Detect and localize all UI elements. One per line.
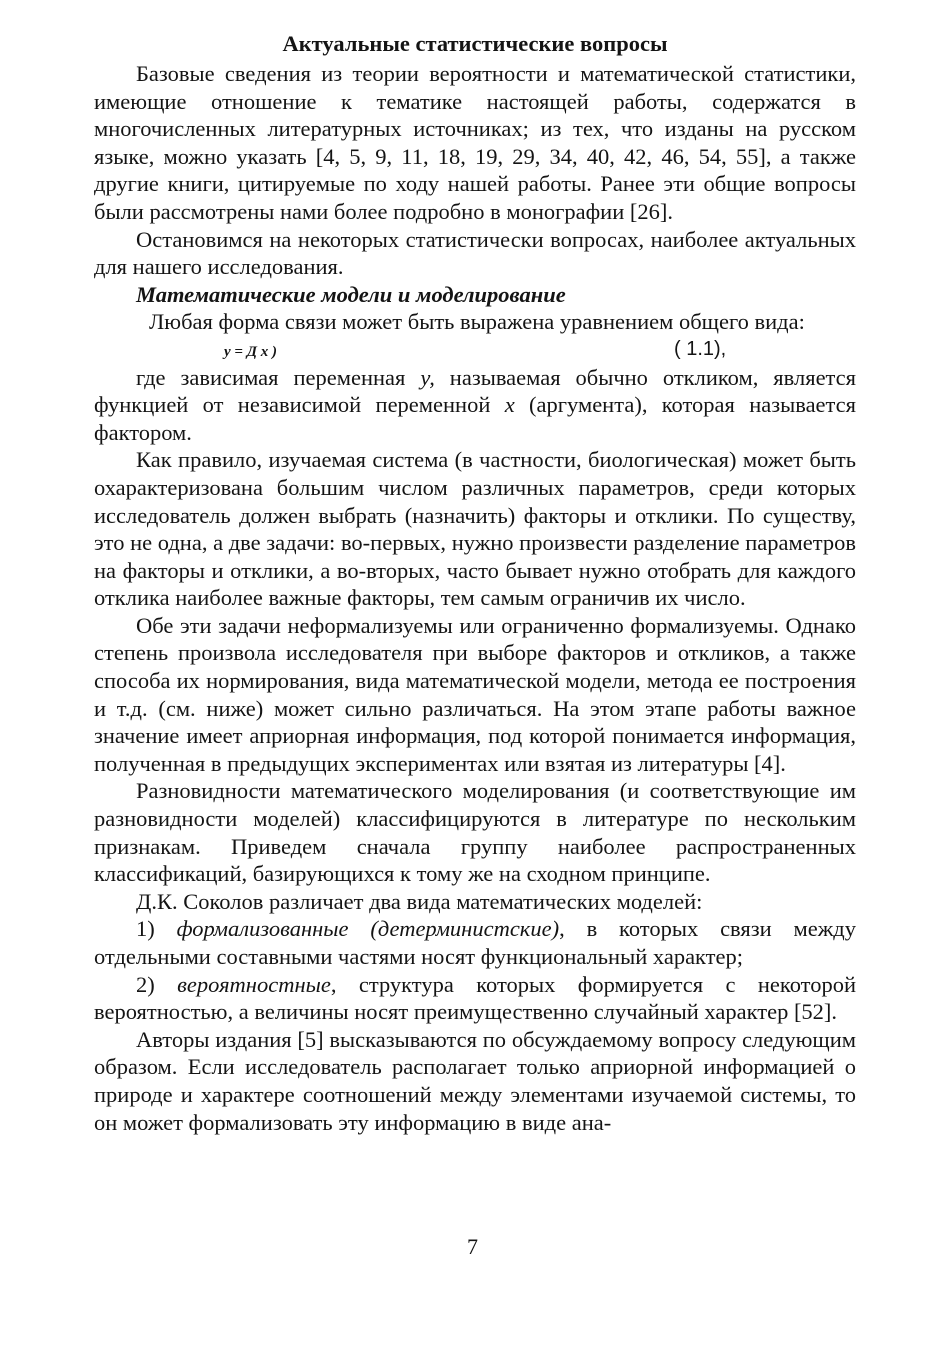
list-term: вероятностные — [177, 971, 331, 997]
text-run: (аргумента), которая называется фактором. — [94, 392, 856, 445]
paragraph: Остановимся на некоторых статистически вопросах, наиболее актуальных для нашего исследования. — [94, 226, 856, 280]
list-marker: 1) — [136, 916, 177, 942]
formula — [94, 336, 856, 364]
formula-number: ( 1.1), — [674, 337, 727, 360]
list-text: , в которых связи между отдельными составными частями носят функциональный характер; — [94, 916, 857, 969]
section-title: Актуальные статистические вопросы — [282, 31, 668, 56]
list-marker: 2) — [136, 971, 178, 997]
text-run: где зависимая переменная — [136, 364, 421, 390]
paragraph: Д.К. Соколов различает два вида математических моделей: — [136, 888, 703, 914]
variable-y: у, — [420, 364, 435, 390]
paragraph: Разновидности математического моделирования (и соответствующие им разновидности моделей) классифицируются в литературе по нескольким признакам. Приведем сначала группу наиболее распространенных классификаций, базирующихся к тому же на сходном принципе. — [94, 778, 856, 887]
paragraph: Обе эти задачи неформализуемы или ограниченно формализуемы. Однако степень произвола исследователя при выборе факторов и откликов, а также способа их нормирования, вида математической модели, метода ее построения и т.д. (см. ниже) может сильно различаться. На этом этапе работы важное значение имеет априорная информация, под которой понимается информация, полученная в предыдущих экспериментах или взятая из литературы [4]. — [94, 612, 856, 776]
paragraph: Любая форма связи может быть выражена уравнением общего вида: — [149, 309, 805, 335]
page-number: 7 — [467, 1234, 478, 1259]
paragraph: Базовые сведения из теории вероятности и математической статистики, имеющие отношение к тематике настоящей работы, содержатся в многочисленных литературных источниках; из тех, что изданы на русском языке, можно указать [4, 5, 9, 11, 18, 19, 29, 34, 40, 42, 46, 54, 55], а также другие книги, цитируемые по ходу нашей работы. Ранее эти общие вопросы были рассмотрены нами более подробно в монографии [26]. — [94, 61, 856, 224]
list-item — [94, 971, 856, 1026]
subheading: Математические модели и моделирование — [136, 281, 566, 307]
document-body — [94, 60, 856, 1136]
paragraph — [94, 364, 856, 447]
formula-expression: у = Д х ) — [224, 343, 277, 360]
list-text: , структура которых формируется с некоторой вероятностью, а величины носят преимущественно случайный характер [52]. — [94, 971, 856, 1025]
text-run: называемая обычно откликом, является функцией от независимой переменной — [94, 364, 856, 418]
list-term: формализованные (детерминистские) — [176, 916, 560, 942]
paragraph: Как правило, изучаемая система (в частности, биологическая) может быть охарактеризована большим числом различных параметров, среди которых исследователь должен выбрать (назначить) факторы и отклики. По существу, это не одна, а две задачи: во-первых, нужно произвести разделение параметров на факторы и отклики, а во-вторых, часто бывает нужно отобрать для каждого отклика наиболее важные факторы, тем самым ограничив их число. — [94, 447, 856, 611]
list-item — [94, 915, 856, 970]
paragraph: Авторы издания [5] высказываются по обсуждаемому вопросу следующим образом. Если исследователь располагает только априорной информацией о природе и характере соотношений между элементами изучаемой системы, то он может формализовать эту информацию в виде ана- — [94, 1026, 856, 1135]
variable-x: х — [504, 392, 515, 418]
